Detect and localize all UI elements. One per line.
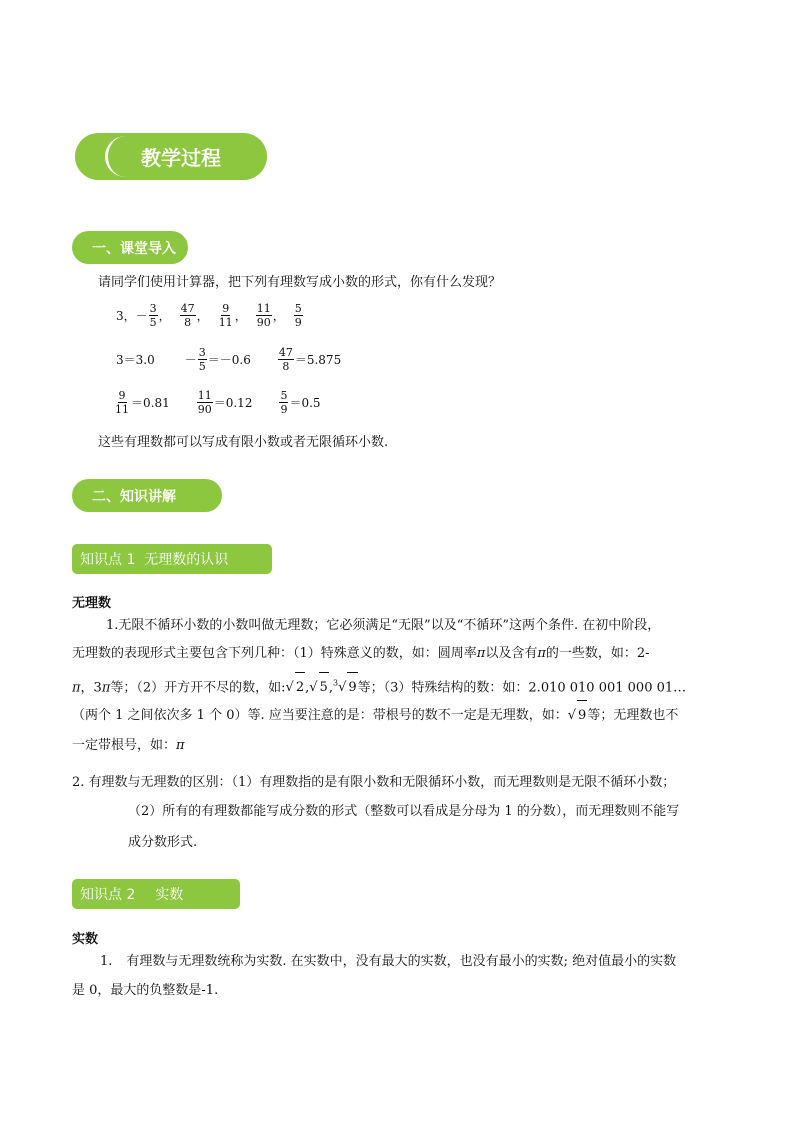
- kp1-para1-line3: π，3π等；（2）开方开不尽的数，如:√ 2,√ 5,$^3$√ 9等；（3）特殊结构的数：如：2.010 010 001 000 01…: [72, 669, 686, 703]
- sqrt-5: √ 5: [309, 680, 329, 695]
- fraction-5-9: $\frac{5}{9}$: [294, 302, 302, 329]
- fraction-3-5: $\frac{3}{5}$: [149, 302, 157, 329]
- pi-symbol: π: [476, 646, 486, 661]
- intro-conclusion: 这些有理数都可以写成有限小数或者无限循环小数.: [98, 435, 389, 450]
- number-list: [116, 302, 304, 329]
- pi-symbol: π: [176, 738, 185, 753]
- knowledge-point-2-label: 知识点 2 实数: [72, 879, 240, 909]
- fraction-11-90: $\frac{11}{90}$: [256, 302, 271, 329]
- fraction-9-11: $\frac{9}{11}$: [115, 389, 129, 416]
- intro-prompt: 请同学们使用计算器，把下列有理数写成小数的形式，你有什么发现？: [98, 275, 502, 290]
- kp1-para2-line1: 2. 有理数与无理数的区别：（1）有理数指的是有限小数和无限循环小数，而无理数则是无限不循环小数；: [72, 775, 676, 790]
- separator: ，: [234, 309, 247, 323]
- fraction-47-8: $\frac{47}{8}$: [278, 346, 293, 373]
- eq-neg-0-6: ＝－0.6: [207, 353, 251, 367]
- kp-label-text: 知识点 1 无理数的认识: [80, 552, 229, 568]
- separator: ，: [196, 309, 209, 323]
- eq-3: 3＝3.0: [116, 353, 155, 367]
- sqrt-9: √ 9: [568, 708, 588, 723]
- fraction-47-8: $\frac{47}{8}$: [180, 302, 195, 329]
- kp1-para1-line2: 无理数的表现形式主要包含下列几种：（1）特殊意义的数，如：圆周率π以及含有π的一些数，如：2-: [72, 646, 650, 661]
- pi-symbol: π: [537, 646, 546, 661]
- kp1-para2-line3: 成分数形式.: [128, 835, 198, 850]
- eq-0-5: ＝0.5: [289, 396, 321, 410]
- section-label-text: 二、知识讲解: [92, 488, 176, 505]
- fraction-5-9: $\frac{5}{9}$: [280, 389, 288, 416]
- eq-0-81: ＝0.81: [131, 396, 170, 410]
- term-real-number: 实数: [72, 932, 99, 947]
- fraction-9-11: $\frac{9}{11}$: [218, 302, 233, 329]
- pi-symbol: π: [101, 680, 111, 696]
- separator: ，: [272, 309, 285, 323]
- pi-symbol: π: [72, 680, 81, 696]
- section-heading-pill: [75, 133, 267, 180]
- sqrt-2: √ 2: [286, 680, 306, 695]
- number-3: 3，: [116, 309, 136, 323]
- knowledge-point-1-label: [72, 544, 272, 574]
- fraction-11-90: $\frac{11}{90}$: [197, 389, 212, 416]
- separator: ，: [158, 309, 171, 323]
- kp1-para1-line4: （两个 1 之间依次多 1 个 0）等. 应当要注意的是：带根号的数不一定是无理数，如：√ 9等；无理数也不: [72, 700, 678, 731]
- fraction-3-5: $\frac{3}{5}$: [198, 346, 206, 373]
- neg-sign: －: [135, 309, 148, 323]
- eq-0-12: ＝0.12: [213, 396, 253, 410]
- kp2-para1-line1: 1. 有理数与无理数统称为实数. 在实数中，没有最大的实数，也没有最小的实数; 绝对值最小的实数: [100, 954, 677, 969]
- eq-5-875: ＝5.875: [294, 353, 342, 367]
- section-label-knowledge: [72, 479, 222, 512]
- kp1-para1-line5: 一定带根号，如：π: [72, 738, 185, 753]
- page-title: 教学过程: [141, 146, 221, 170]
- term-irrational: 无理数: [72, 596, 112, 611]
- equation-row-1: [116, 346, 341, 373]
- equation-row-2: [113, 389, 321, 416]
- cube-root-9: $^3$√ 9: [333, 680, 358, 695]
- kp1-para1-line1: 1.无限不循环小数的小数叫做无理数；它必须满足“无限”以及“不循环”这两个条件. 在初中阶段，: [106, 618, 661, 633]
- kp2-para1-line2: 是 0，最大的负整数是-1.: [72, 983, 219, 998]
- section-label-intro: [72, 231, 188, 264]
- section-label-text: 一、课堂导入: [92, 240, 176, 257]
- kp1-para2-line2: （2）所有的有理数都能写成分数的形式（整数可以看成是分母为 1 的分数），而无理数则不能写: [128, 804, 680, 819]
- neg-sign: －: [184, 353, 197, 367]
